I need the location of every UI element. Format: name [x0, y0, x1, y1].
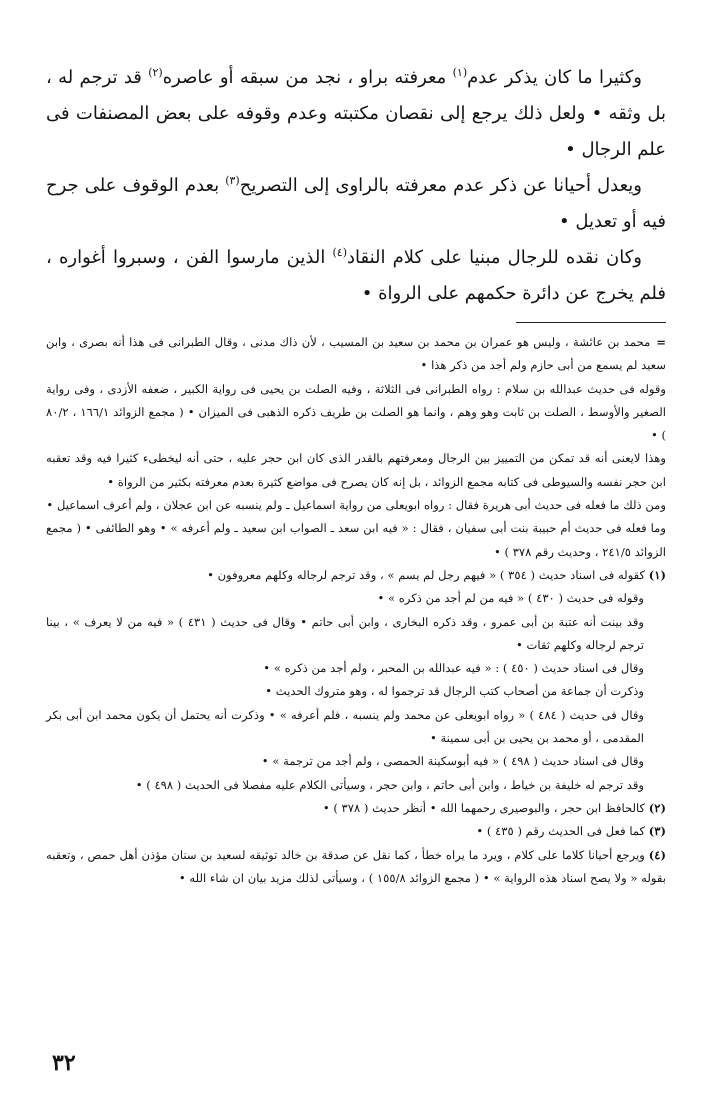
footnote-line: وقال فى اسناد حديث ( ٤٥٠ ) : « فيه عبدالله بن المحبر ، ولم أجد من ذكره » •	[263, 661, 644, 676]
footnote-line: وقد ترجم له خليفة بن خياط ، وابن أبى حاتم ، وابن حجر ، وسيأتى الكلام عليه مفصلا فى الحديث ( ٤٩٨ ) •	[135, 777, 644, 792]
footnote-continuation	[46, 331, 666, 378]
footnote-2	[46, 797, 666, 820]
book-page	[46, 60, 666, 1090]
footnote-marker: (٣)	[225, 174, 240, 187]
footnote-marker: (٢)	[148, 66, 163, 79]
footnote-line: وذكرت أن جماعة من أصحاب كتب الرجال قد ترجموا له ، وهو متروك الحديث •	[265, 684, 644, 699]
footnotes	[46, 331, 666, 890]
main-paragraph-1: وكثيرا ما كان يذكر عدم$^{(١)}$ معرفته براو ، نجد من سبقه أو عاصره$^{(٢)}$ قد ترجم له ، بل وثقه • ولعل ذلك يرجع إلى نقصان مكتبته وعدم وقوفه على بعض المصنفات فى علم الرجال •	[46, 66, 666, 160]
main-paragraph-3: وكان نقده للرجال مبنيا على كلام النقاد$^{(٤)}$ الذين مارسوا الفن ، وسبروا أغواره ، فلم يخرج عن دائرة حكمهم على الرواة •	[46, 246, 666, 304]
footnote-paragraph: وقوله فى حديث عبدالله بن سلام : رواه الطبرانى فى الثلاثة ، وفيه الصلت بن يحيى فى رواية الكبير ، ضعفه الأزدى ، وفى رواية الصغير والأوسط ، الصلت بن ثابت وهو وهم ، وانما هو الصلت بن طريف ذكره الذهبى فى الميزان • ( مجمع الزوائد ١٦٦/١ ، ٨٠/٢ ) •	[46, 381, 666, 443]
footnote-paragraph: محمد بن عائشة ، وليس هو عمران بن محمد بن سعيد بن المسيب ، لأن ذاك مدنى ، وقال الطبرانى فى هذا أنه بصرى ، وابن سعيد لم يسمع من أبى حازم ولم أجد من ذكر هذا •	[46, 335, 666, 373]
footnote-1	[46, 564, 666, 587]
footnote-text: ويرجع أحيانا كلاما على كلام ، ويرد ما يراه خطأ ، كما نقل عن صدقة بن خالد توثيقه لسعيد بن سنان مؤذن أهل حمص ، وتعقبه بقوله « ولا يصح اسناد هذه الرواية » • ( مجمع الزوائد ١٥٥/٨ ) ، وسيأتى لذلك مزيد بيان ان شاء الله •	[46, 847, 666, 885]
footnote-line: وقوله فى حديث ( ٤٣٠ ) « فيه من لم أجد من ذكره » •	[377, 591, 644, 606]
footnote-paragraph: ومن ذلك ما فعله فى حديث أبى هريرة فقال : رواه ابويعلى من رواية اسماعيل ـ ولم ينسبه عن ابن عجلان ، ولم أعرف اسماعيل •	[46, 498, 666, 513]
footnote-paragraph: وهذا لايعنى أنه قد تمكن من التمييز بين الرجال ومعرفتهم بالقدر الذى كان ابن حجر عليه ، حتى أنه ليخطىء كثيرا فيه وقد تعقبه ابن حجر نفسه والسيوطى فى كتابه مجمع الزوائد ، بل إنه كان يصرح فى مواضع كثيرة بعدم معرفته بكثير من الرواة •	[46, 451, 666, 489]
page-number: ٣٢	[52, 1050, 76, 1076]
footnote-marker: (١)	[452, 66, 468, 79]
footnote-text: كما فعل فى الحديث رقم ( ٤٣٥ ) •	[476, 824, 646, 839]
footnote-line: كقوله فى اسناد حديث ( ٣٥٤ ) « فيهم رجل لم يسم » ، وقد ترجم لرجاله وكلهم معروفون •	[207, 567, 646, 582]
footnote-line: وقد بينت أنه عتبة بن أبى عمرو ، وقد ذكره البخارى ، وابن أبى حاتم • وقال فى حديث ( ٤٣١ ) « فيه من لا يعرف » ، بينا ترجم لرجاله وكلهم ثقات •	[46, 614, 644, 652]
footnote-marker: (٤)	[332, 246, 347, 259]
footnote-number: (١)	[648, 567, 666, 582]
main-paragraph-2: ويعدل أحيانا عن ذكر عدم معرفته بالراوى إلى التصريح$^{(٣)}$ بعدم الوقوف على جرح فيه أو تعديل •	[46, 174, 666, 232]
footnote-4	[46, 844, 666, 891]
footnote-number: (٣)	[648, 824, 666, 839]
footnote-line: وقال فى حديث ( ٤٨٤ ) « رواه ابويعلى عن محمد ولم ينسبه ، فلم أعرفه » • وذكرت أنه يحتمل أن يكون محمد ابن أبى بكر المقدمى ، أو محمد بن يحيى بن أبى سمينة •	[46, 707, 644, 746]
footnote-3	[46, 820, 666, 843]
footnote-number: (٤)	[648, 847, 666, 862]
footnote-line: وقال فى اسناد حديث ( ٤٩٨ ) « فيه أبوسكينة الحمصى ، ولم أجد من ترجمة » •	[261, 754, 644, 769]
footnote-separator	[516, 322, 666, 323]
continuation-mark: =	[656, 335, 666, 349]
footnote-paragraph: وما فعله فى حديث أم حبيبة بنت أبى سفيان ، فقال : « فيه ابن سعد ـ الصواب ابن سعيد ـ ولم أعرفه » • وهو الطائفى • ( مجمع الزوائد ٢٤١/٥ ، وحديث رقم ٣٧٨ ) •	[46, 521, 666, 559]
footnote-text: كالحافظ ابن حجر ، والبوصيرى رحمهما الله • أنظر حديث ( ٣٧٨ ) •	[322, 800, 646, 815]
main-text	[46, 60, 666, 312]
footnote-number: (٢)	[648, 800, 666, 815]
